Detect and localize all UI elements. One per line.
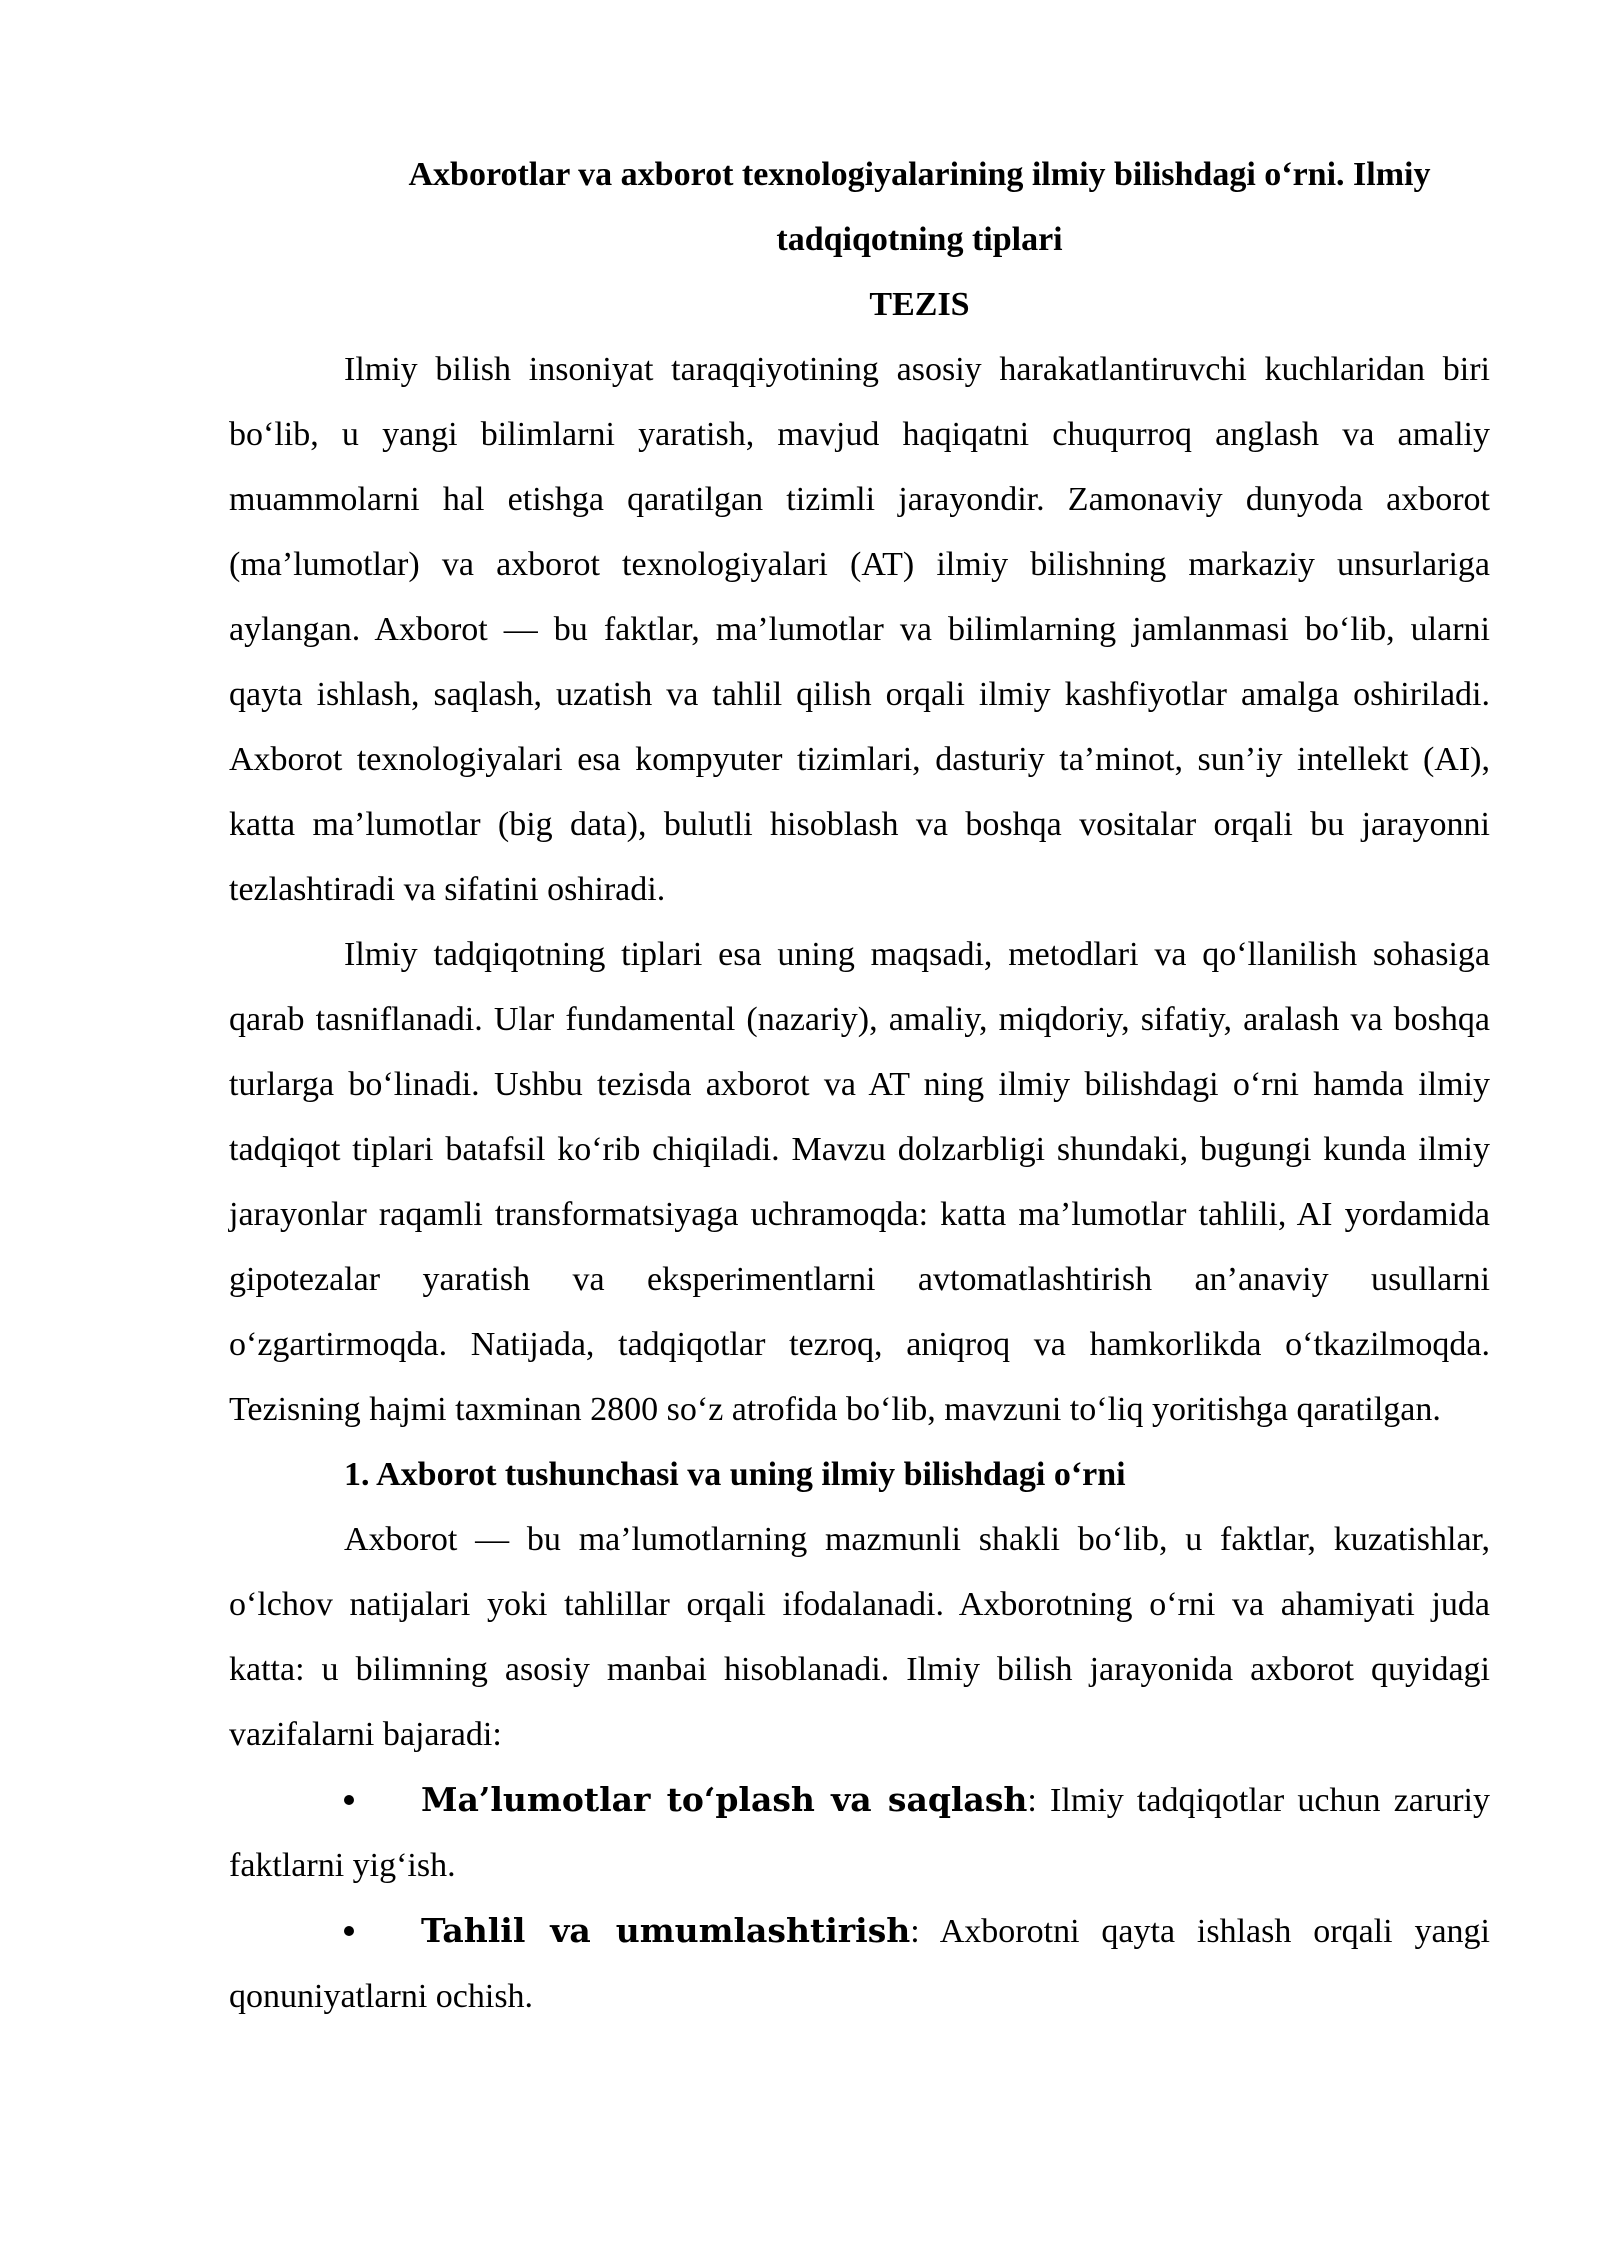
bullet-item-1 — [229, 1767, 1490, 1898]
bullet-icon — [344, 1768, 421, 1833]
section-1-heading: 1. Axborot tushunchasi va uning ilmiy bilishdagi o‘rni — [344, 1456, 1126, 1493]
intro-paragraph-2: Ilmiy tadqiqotning tiplari esa uning maqsadi, metodlari va qo‘llanilish sohasiga qarab tasniflanadi. Ular fundamental (nazariy), amaliy, miqdoriy, sifatiy, aralash va boshqa turlarga bo‘linadi. Ushbu tezisda axborot va AT ning ilmiy bilishdagi o‘rni hamda ilmiy tadqiqot tiplari batafsil ko‘rib chiqiladi. Mavzu dolzarbligi shundaki, bugungi kunda ilmiy jarayonlar raqamli transformatsiyaga uchramoqda: katta ma’lumotlar tahlili, AI yordamida gipotezalar yaratish va eksperimentlarni avtomatlashtirish an’anaviy usullarni o‘zgartirmoqda. Natijada, tadqiqotlar tezroq, aniqroq va hamkorlikda o‘tkazilmoqda. Tezisning hajmi taxminan 2800 so‘z atrofida bo‘lib, mavzuni to‘liq yoritishga qaratilgan. — [229, 936, 1490, 1428]
bullet-icon — [344, 1899, 421, 1964]
title-line-2: tadqiqotning tiplari — [776, 221, 1063, 258]
document-subtitle: TEZIS — [869, 286, 970, 323]
bullet-text: : Ilmiy tadqiqotlar uchun zaruriy faktlarni yig‘ish. — [229, 1782, 1490, 1884]
bullet-item-2 — [229, 1898, 1490, 2029]
bullet-text: : Axborotni qayta ishlash orqali yangi qonuniyatlarni ochish. — [229, 1913, 1490, 2015]
bullet-term: Ma’lumotlar to‘plash va saqlash — [421, 1780, 1028, 1819]
title-line-1: Axborotlar va axborot texnologiyalarining ilmiy bilishdagi o‘rni. Ilmiy — [408, 156, 1431, 193]
section-1-paragraph: Axborot — bu ma’lumotlarning mazmunli shakli bo‘lib, u faktlar, kuzatishlar, o‘lchov natijalari yoki tahlillar orqali ifodalanadi. Axborotning o‘rni va ahamiyati juda katta: u bilimning asosiy manbai hisoblanadi. Ilmiy bilish jarayonida axborot quyidagi vazifalarni bajaradi: — [229, 1521, 1490, 1753]
document-title — [229, 142, 1490, 272]
bullet-term: Tahlil va umumlashtirish — [421, 1911, 911, 1950]
document-page — [229, 142, 1490, 2029]
intro-paragraph-1: Ilmiy bilish insoniyat taraqqiyotining asosiy harakatlantiruvchi kuchlaridan biri bo‘lib, u yangi bilimlarni yaratish, mavjud haqiqatni chuqurroq anglash va amaliy muammolarni hal etishga qaratilgan tizimli jarayondir. Zamonaviy dunyoda axborot (ma’lumotlar) va axborot texnologiyalari (AT) ilmiy bilishning markaziy unsurlariga aylangan. Axborot — bu faktlar, ma’lumotlar va bilimlarning jamlanmasi bo‘lib, ularni qayta ishlash, saqlash, uzatish va tahlil qilish orqali ilmiy kashfiyotlar amalga oshiriladi. Axborot texnologiyalari esa kompyuter tizimlari, dasturiy ta’minot, sun’iy intellekt (AI), katta ma’lumotlar (big data), bulutli hisoblash va boshqa vositalar orqali bu jarayonni tezlashtiradi va sifatini oshiradi. — [229, 351, 1490, 908]
